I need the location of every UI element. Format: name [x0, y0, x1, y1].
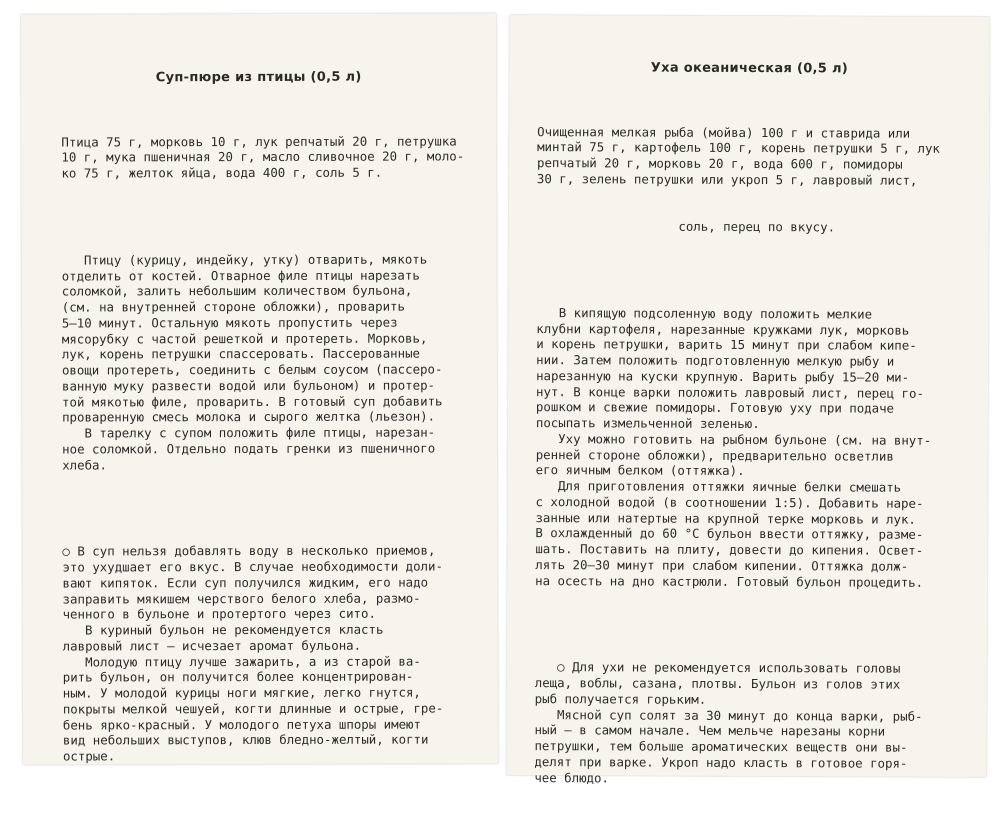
text-line: ○ В суп нельзя добавлять воду в несколько приемов,	[62, 542, 436, 559]
text-line: на осесть на дно кастрюли. Готовый бульон процедить.	[535, 572, 924, 590]
text-line: ○ Для ухи не рекомендуется использовать головы	[534, 659, 901, 676]
text-line: проваренную смесь молока и сырого желтка (льезон).	[62, 408, 436, 425]
text-line: Очищенная мелкая рыба (мойва) 100 г и ставрида или	[537, 123, 911, 141]
text-line: нии. Затем положить подготовленную мелкую рыбу и	[536, 352, 895, 369]
text-line: это ухудшает его вкус. В случае необходимости доли-	[62, 558, 443, 575]
text-line: рошком и свежие помидоры. Готовую уху при подаче	[535, 399, 895, 416]
text-line: Молодую птицу лучше зажарить, а из старой ва-	[62, 653, 421, 670]
ingredients-block	[537, 124, 977, 189]
tips-block	[62, 543, 483, 765]
text-line: хлеба.	[62, 456, 107, 473]
text-line: петрушки, тем больше ароматических веществ они вы-	[534, 738, 908, 755]
text-line: нарезанную на куски крупную. Варить рыбу 15—20 ми-	[536, 367, 910, 385]
text-line: ванную муку развести водой или бульоном) и протер-	[61, 377, 436, 394]
text-line: 5—10 минут. Остальную мякоть пропустить через	[61, 314, 398, 331]
text-line: соломкой, залить небольшим количеством бульона,	[61, 282, 413, 299]
text-line: 10 г, мука пшеничная 20 г, масло сливочное 20 г, моло-	[61, 148, 465, 165]
recipe-title: Суп-пюре из птицы (0,5 л)	[155, 69, 362, 86]
text-line: мясорубку с частой решеткой и протереть. Морковь,	[61, 330, 428, 347]
text-line: ным. У молодой курицы ноги мягкие, легко гнутся,	[62, 684, 421, 701]
text-line: ренней стороне обложки), предварительно осветлив	[535, 446, 894, 464]
text-line: В охлажденный до 60 °С бульон ввести оттяжку, разме-	[535, 525, 924, 543]
text-line: В кипящую подсоленную воду положить мелкие	[536, 304, 873, 322]
ingredients-block	[61, 133, 481, 181]
ingredients-last-line: соль, перец по вкусу.	[678, 218, 836, 235]
text-line: В куриный бульон не рекомендуется класть	[62, 621, 384, 638]
text-line: бень ярко-красный. У молодого петуха шпоры имеют	[62, 716, 421, 733]
recipe-card-right	[506, 15, 989, 785]
text-line: вают кипяток. Если суп получился жидким, его надо	[62, 574, 429, 591]
text-line: с холодной водой (в соотношении 1:5). Добавить наре-	[535, 493, 924, 511]
text-line: лук, корень петрушки спассеровать. Пассерованные	[61, 345, 421, 362]
text-line: ко 75 г, желток яйца, вода 400 г, соль 5 г.	[61, 164, 383, 181]
text-line: рыб получается горьким.	[534, 690, 707, 707]
text-line: вид небольших выступов, клюв бледно-желтый, когти	[62, 731, 429, 748]
text-line: ный — в самом начале. Чем мельче нарезаны корни	[534, 722, 886, 739]
text-line: чее блюдо.	[534, 769, 609, 785]
text-line: нут. В конце варки положить лавровый лист, перец го-	[535, 383, 924, 401]
text-line: овощи протереть, соединить с белым соусом (пассеро-	[61, 361, 443, 378]
recipe-title: Уха океаническая (0,5 л)	[650, 60, 849, 77]
text-line: В тарелку с супом положить филе птицы, нарезан-	[62, 424, 436, 441]
tips-block	[534, 659, 975, 787]
text-line: занные или натертые на крупной терке морковь и лук.	[535, 509, 916, 527]
text-line: острые.	[62, 748, 116, 764]
recipe-body	[61, 101, 483, 795]
text-line: ченного в бульоне и протертого через сито.	[62, 605, 376, 622]
text-line: ное соломкой. Отдельно подать гренки из пшеничного	[62, 440, 436, 457]
method-block	[62, 251, 483, 473]
text-line: той мякотью филе, проварить. В готовый суп добавить	[62, 393, 443, 410]
text-line: заправить мякишем черствого белого хлеба, размо-	[62, 590, 421, 607]
text-line: Мясной суп солят за 30 минут до конца варки, рыб-	[534, 706, 923, 724]
text-line: посыпать измельченной зеленью.	[535, 415, 760, 432]
text-line: минтай 75 г, картофель 100 г, корень петрушки 5 г, лук	[537, 139, 940, 157]
recipe-body	[534, 92, 977, 819]
text-line: 30 г, зелень петрушки или укроп 5 г, лавровый лист,	[536, 170, 918, 188]
text-line: отделить от костей. Отварное филе птицы нарезать	[61, 267, 420, 284]
text-line: и корень петрушки, варить 15 минут при слабом кипе-	[536, 336, 917, 353]
text-line: рить бульон, он получится более концентрирован-	[62, 668, 414, 685]
text-line: Для приготовления оттяжки яичные белки смешать	[535, 478, 902, 495]
method-block	[535, 305, 976, 590]
text-line: Птица 75 г, морковь 10 г, лук репчатый 20 г, петрушка	[61, 132, 457, 150]
text-line: Уху можно готовить на рыбном бульоне (см. на внут-	[535, 430, 932, 448]
text-line: (см. на внутренней стороне обложки), проварить	[61, 298, 405, 315]
text-line: шать. Поставить на плиту, довести до кипения. Освет-	[535, 541, 924, 558]
text-line: лять 20—30 минут при слабом кипении. Оттяжка долж-	[535, 556, 909, 574]
text-line: его яичным белком (оттяжка).	[535, 462, 745, 479]
text-line: клубни картофеля, нарезанные кружками лук, морковь	[536, 320, 910, 338]
text-line: Птицу (курицу, индейку, утку) отварить, мякоть	[61, 251, 428, 268]
text-line: репчатый 20 г, морковь 20 г, вода 600 г, помидоры	[536, 155, 903, 172]
text-line: лавровый лист — исчезает аромат бульона.	[62, 637, 362, 654]
recipe-card-left	[21, 13, 498, 764]
text-line: покрыты мелкой чешуей, когти длинные и острые, гре-	[62, 700, 444, 717]
text-line: леща, воблы, сазана, плотвы. Бульон из голов этих	[534, 675, 901, 692]
text-line: делят при варке. Укроп надо класть в готовое горя-	[534, 753, 908, 771]
